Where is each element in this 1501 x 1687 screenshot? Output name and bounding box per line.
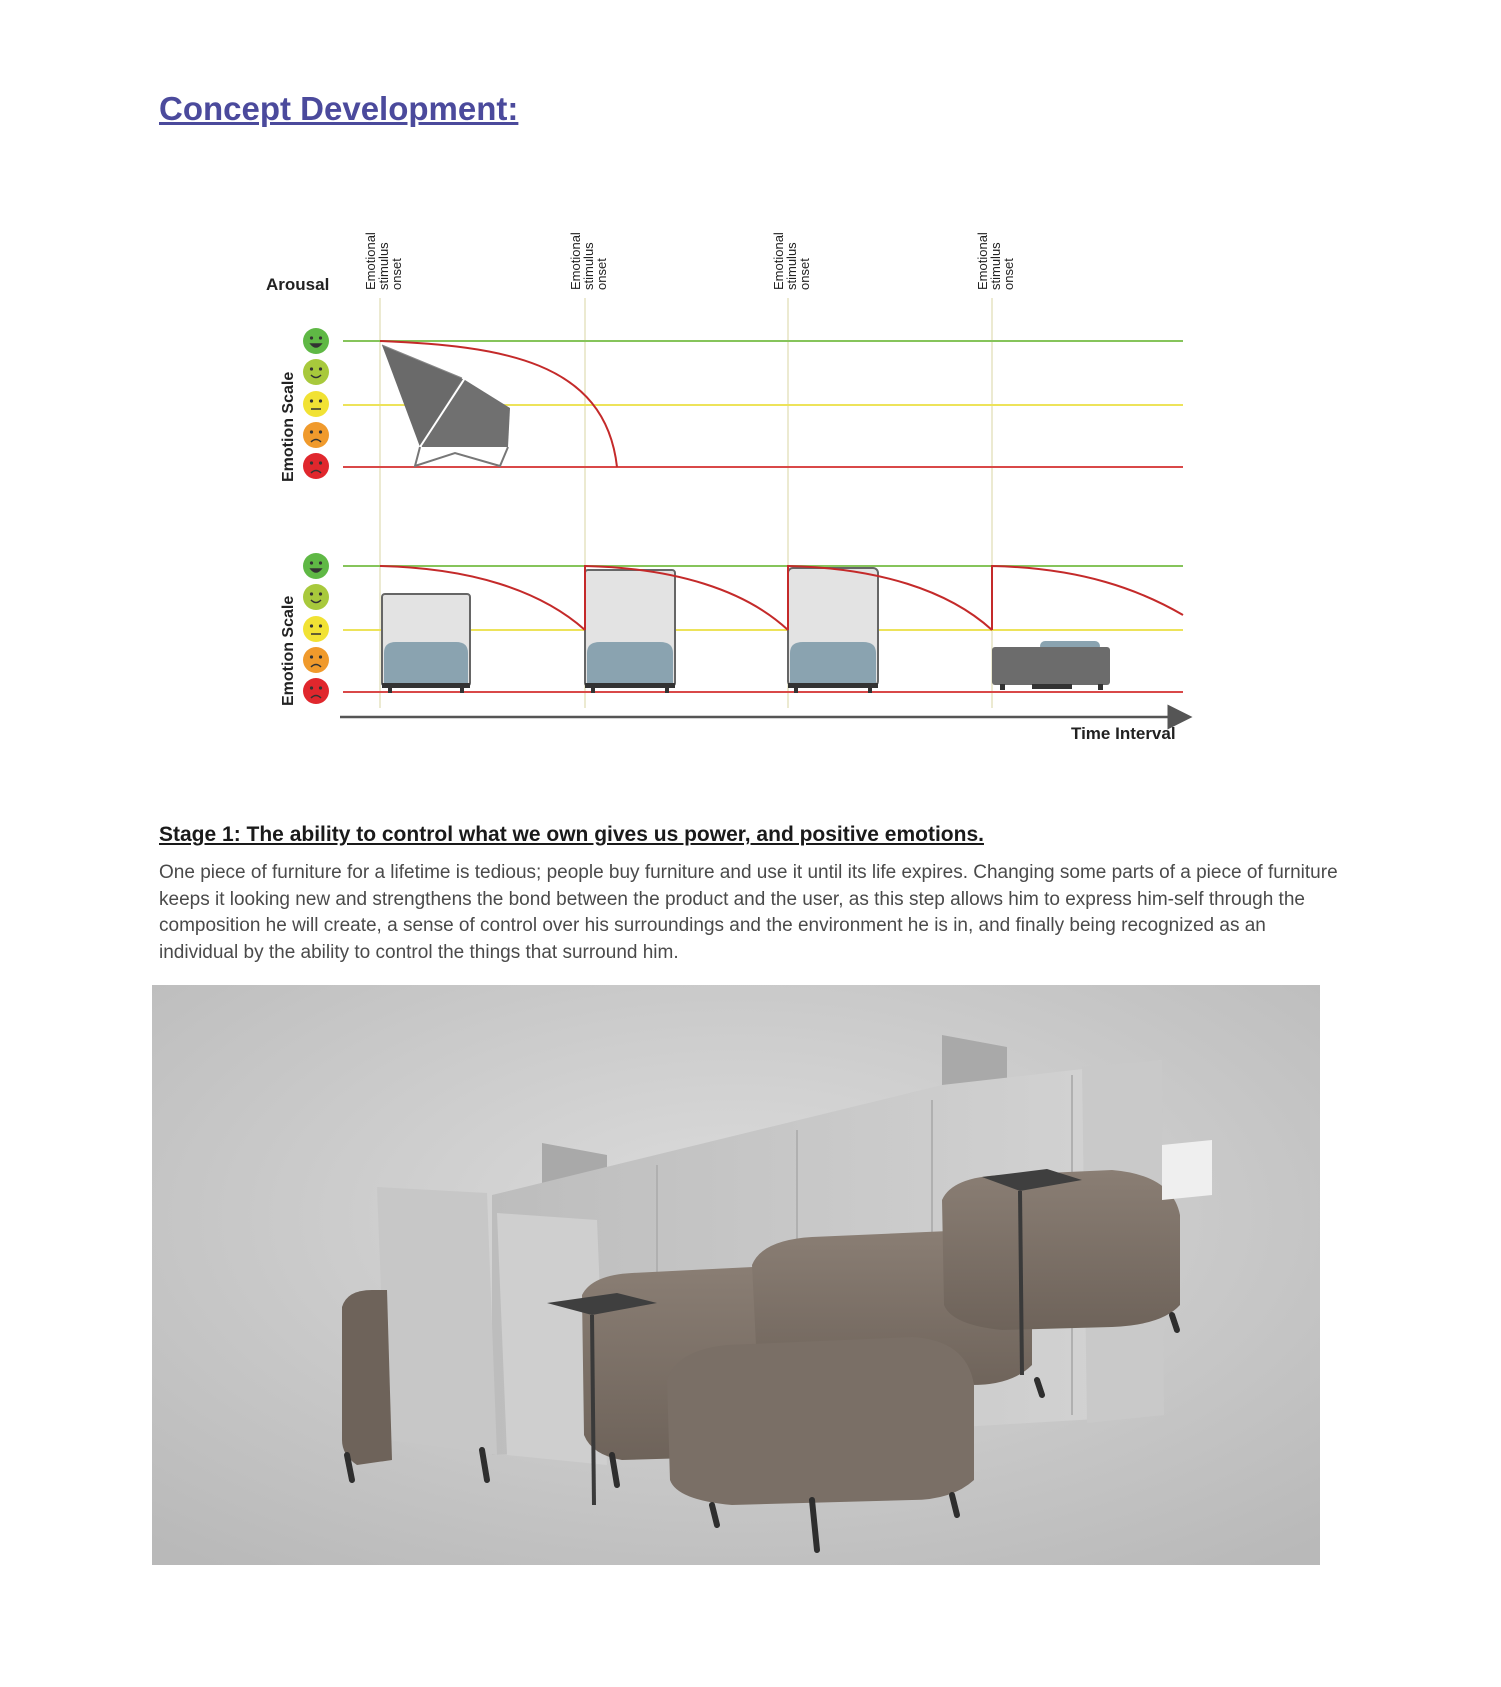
arousal-label: Arousal	[266, 275, 330, 294]
emotion-scale-label-bottom: Emotion Scale	[280, 595, 297, 706]
emotion-arousal-diagram	[0, 0, 1501, 760]
angry-face-icon	[303, 678, 329, 704]
very-happy-face-icon	[303, 553, 329, 579]
stimulus-onset-label: Emotionalstimulusonset	[363, 232, 404, 290]
page-title: Concept Development:	[159, 90, 519, 127]
neutral-face-icon	[303, 616, 329, 642]
module-high-back-3	[788, 568, 878, 693]
stage-1-heading: Stage 1: The ability to control what we own gives us power, and positive emotions.	[159, 823, 984, 846]
module-low-bench	[992, 641, 1110, 690]
emotion-scale-label-top: Emotion Scale	[280, 371, 297, 482]
modular-sofa-render	[152, 985, 1320, 1565]
stage-1-body: One piece of furniture for a lifetime is tedious; people buy furniture and use it until its life expires. Changing some parts of a piece of furniture keeps it looking new and strengthens the bond between the product and the user, as this step allows him to express him-self through the composition he will create, a sense of control over his surroundings and the environment he is in, and finally being recognized as an individual by the ability to control the things that surround him.	[159, 862, 1338, 964]
sad-face-icon	[303, 422, 329, 448]
stimulus-onset-label: Emotionalstimulusonset	[771, 232, 812, 290]
sad-face-icon	[303, 647, 329, 673]
bottom-panel-emotion-curves	[380, 566, 1183, 630]
module-high-back-1	[382, 594, 470, 693]
angry-face-icon	[303, 453, 329, 479]
time-interval-label: Time Interval	[1071, 724, 1176, 743]
stimulus-onset-label: Emotionalstimulusonset	[568, 232, 609, 290]
neutral-face-icon	[303, 391, 329, 417]
module-high-back-2	[585, 570, 675, 693]
very-happy-face-icon	[303, 328, 329, 354]
stimulus-onset-label: Emotionalstimulusonset	[975, 232, 1016, 290]
happy-face-icon	[303, 584, 329, 610]
happy-face-icon	[303, 359, 329, 385]
